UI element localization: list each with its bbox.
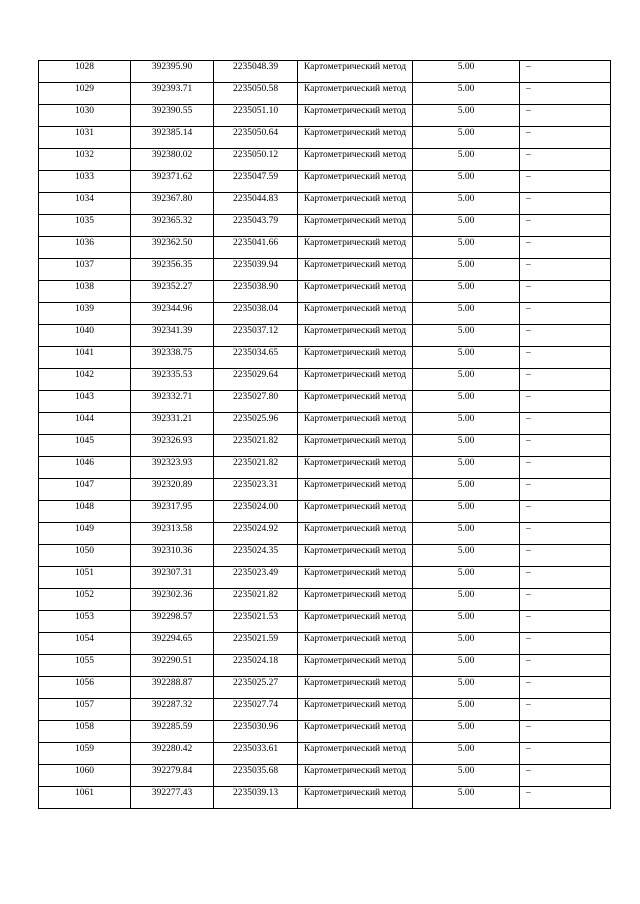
method-cell: Картометрический метод <box>298 435 413 457</box>
description-cell: – <box>520 611 611 633</box>
table-row <box>39 633 611 655</box>
description-cell: – <box>520 325 611 347</box>
x-coordinate-cell: 392390.55 <box>131 105 214 127</box>
point-number-cell: 1058 <box>39 721 131 743</box>
x-coordinate-cell: 392326.93 <box>131 435 214 457</box>
description-cell: – <box>520 105 611 127</box>
method-cell: Картометрический метод <box>298 61 413 83</box>
accuracy-cell: 5.00 <box>413 699 520 721</box>
x-coordinate-cell: 392344.96 <box>131 303 214 325</box>
y-coordinate-cell: 2235023.31 <box>214 479 298 501</box>
accuracy-cell: 5.00 <box>413 171 520 193</box>
table-row <box>39 479 611 501</box>
point-number-cell: 1045 <box>39 435 131 457</box>
table-row <box>39 567 611 589</box>
point-number-cell: 1046 <box>39 457 131 479</box>
method-cell: Картометрический метод <box>298 369 413 391</box>
y-coordinate-cell: 2235038.90 <box>214 281 298 303</box>
description-cell: – <box>520 127 611 149</box>
x-coordinate-cell: 392317.95 <box>131 501 214 523</box>
accuracy-cell: 5.00 <box>413 105 520 127</box>
x-coordinate-cell: 392288.87 <box>131 677 214 699</box>
table-row <box>39 127 611 149</box>
point-number-cell: 1034 <box>39 193 131 215</box>
description-cell: – <box>520 215 611 237</box>
y-coordinate-cell: 2235051.10 <box>214 105 298 127</box>
description-cell: – <box>520 259 611 281</box>
table-row <box>39 347 611 369</box>
point-number-cell: 1043 <box>39 391 131 413</box>
accuracy-cell: 5.00 <box>413 127 520 149</box>
accuracy-cell: 5.00 <box>413 83 520 105</box>
description-cell: – <box>520 523 611 545</box>
accuracy-cell: 5.00 <box>413 567 520 589</box>
y-coordinate-cell: 2235050.64 <box>214 127 298 149</box>
method-cell: Картометрический метод <box>298 391 413 413</box>
point-number-cell: 1055 <box>39 655 131 677</box>
table-row <box>39 83 611 105</box>
point-number-cell: 1041 <box>39 347 131 369</box>
x-coordinate-cell: 392331.21 <box>131 413 214 435</box>
x-coordinate-cell: 392352.27 <box>131 281 214 303</box>
method-cell: Картометрический метод <box>298 655 413 677</box>
method-cell: Картометрический метод <box>298 545 413 567</box>
y-coordinate-cell: 2235050.58 <box>214 83 298 105</box>
x-coordinate-cell: 392313.58 <box>131 523 214 545</box>
method-cell: Картометрический метод <box>298 699 413 721</box>
x-coordinate-cell: 392287.32 <box>131 699 214 721</box>
y-coordinate-cell: 2235024.35 <box>214 545 298 567</box>
point-number-cell: 1030 <box>39 105 131 127</box>
y-coordinate-cell: 2235024.18 <box>214 655 298 677</box>
x-coordinate-cell: 392356.35 <box>131 259 214 281</box>
method-cell: Картометрический метод <box>298 611 413 633</box>
method-cell: Картометрический метод <box>298 479 413 501</box>
y-coordinate-cell: 2235021.59 <box>214 633 298 655</box>
table-row <box>39 765 611 787</box>
y-coordinate-cell: 2235021.53 <box>214 611 298 633</box>
point-number-cell: 1047 <box>39 479 131 501</box>
y-coordinate-cell: 2235021.82 <box>214 589 298 611</box>
table-row <box>39 699 611 721</box>
accuracy-cell: 5.00 <box>413 435 520 457</box>
accuracy-cell: 5.00 <box>413 655 520 677</box>
description-cell: – <box>520 743 611 765</box>
point-number-cell: 1053 <box>39 611 131 633</box>
point-number-cell: 1059 <box>39 743 131 765</box>
method-cell: Картометрический метод <box>298 105 413 127</box>
method-cell: Картометрический метод <box>298 215 413 237</box>
method-cell: Картометрический метод <box>298 677 413 699</box>
y-coordinate-cell: 2235033.61 <box>214 743 298 765</box>
y-coordinate-cell: 2235027.80 <box>214 391 298 413</box>
accuracy-cell: 5.00 <box>413 61 520 83</box>
accuracy-cell: 5.00 <box>413 523 520 545</box>
description-cell: – <box>520 391 611 413</box>
y-coordinate-cell: 2235038.04 <box>214 303 298 325</box>
point-number-cell: 1035 <box>39 215 131 237</box>
x-coordinate-cell: 392393.71 <box>131 83 214 105</box>
method-cell: Картометрический метод <box>298 413 413 435</box>
x-coordinate-cell: 392380.02 <box>131 149 214 171</box>
table-row <box>39 215 611 237</box>
y-coordinate-cell: 2235024.92 <box>214 523 298 545</box>
x-coordinate-cell: 392280.42 <box>131 743 214 765</box>
point-number-cell: 1031 <box>39 127 131 149</box>
description-cell: – <box>520 655 611 677</box>
x-coordinate-cell: 392323.93 <box>131 457 214 479</box>
table-row <box>39 523 611 545</box>
method-cell: Картометрический метод <box>298 567 413 589</box>
description-cell: – <box>520 413 611 435</box>
point-number-cell: 1044 <box>39 413 131 435</box>
description-cell: – <box>520 369 611 391</box>
accuracy-cell: 5.00 <box>413 391 520 413</box>
accuracy-cell: 5.00 <box>413 259 520 281</box>
table-row <box>39 61 611 83</box>
accuracy-cell: 5.00 <box>413 501 520 523</box>
table-row <box>39 171 611 193</box>
method-cell: Картометрический метод <box>298 259 413 281</box>
accuracy-cell: 5.00 <box>413 677 520 699</box>
point-number-cell: 1051 <box>39 567 131 589</box>
method-cell: Картометрический метод <box>298 171 413 193</box>
description-cell: – <box>520 699 611 721</box>
accuracy-cell: 5.00 <box>413 743 520 765</box>
x-coordinate-cell: 392341.39 <box>131 325 214 347</box>
method-cell: Картометрический метод <box>298 237 413 259</box>
point-number-cell: 1052 <box>39 589 131 611</box>
accuracy-cell: 5.00 <box>413 303 520 325</box>
y-coordinate-cell: 2235039.94 <box>214 259 298 281</box>
y-coordinate-cell: 2235043.79 <box>214 215 298 237</box>
method-cell: Картометрический метод <box>298 457 413 479</box>
point-number-cell: 1042 <box>39 369 131 391</box>
point-number-cell: 1029 <box>39 83 131 105</box>
table-row <box>39 787 611 809</box>
x-coordinate-cell: 392298.57 <box>131 611 214 633</box>
description-cell: – <box>520 457 611 479</box>
table-row <box>39 501 611 523</box>
point-number-cell: 1049 <box>39 523 131 545</box>
table-row <box>39 721 611 743</box>
description-cell: – <box>520 677 611 699</box>
y-coordinate-cell: 2235021.82 <box>214 457 298 479</box>
y-coordinate-cell: 2235050.12 <box>214 149 298 171</box>
x-coordinate-cell: 392371.62 <box>131 171 214 193</box>
table-row <box>39 611 611 633</box>
y-coordinate-cell: 2235029.64 <box>214 369 298 391</box>
accuracy-cell: 5.00 <box>413 479 520 501</box>
y-coordinate-cell: 2235039.13 <box>214 787 298 809</box>
y-coordinate-cell: 2235021.82 <box>214 435 298 457</box>
description-cell: – <box>520 501 611 523</box>
x-coordinate-cell: 392302.36 <box>131 589 214 611</box>
y-coordinate-cell: 2235048.39 <box>214 61 298 83</box>
table-row <box>39 259 611 281</box>
table-row <box>39 149 611 171</box>
description-cell: – <box>520 787 611 809</box>
x-coordinate-cell: 392395.90 <box>131 61 214 83</box>
y-coordinate-cell: 2235047.59 <box>214 171 298 193</box>
point-number-cell: 1050 <box>39 545 131 567</box>
method-cell: Картометрический метод <box>298 347 413 369</box>
point-number-cell: 1028 <box>39 61 131 83</box>
method-cell: Картометрический метод <box>298 149 413 171</box>
description-cell: – <box>520 435 611 457</box>
table-row <box>39 545 611 567</box>
accuracy-cell: 5.00 <box>413 413 520 435</box>
point-number-cell: 1038 <box>39 281 131 303</box>
point-number-cell: 1032 <box>39 149 131 171</box>
accuracy-cell: 5.00 <box>413 545 520 567</box>
accuracy-cell: 5.00 <box>413 325 520 347</box>
x-coordinate-cell: 392338.75 <box>131 347 214 369</box>
description-cell: – <box>520 765 611 787</box>
description-cell: – <box>520 633 611 655</box>
x-coordinate-cell: 392310.36 <box>131 545 214 567</box>
x-coordinate-cell: 392362.50 <box>131 237 214 259</box>
accuracy-cell: 5.00 <box>413 765 520 787</box>
x-coordinate-cell: 392277.43 <box>131 787 214 809</box>
table-row <box>39 677 611 699</box>
point-number-cell: 1060 <box>39 765 131 787</box>
method-cell: Картометрический метод <box>298 127 413 149</box>
accuracy-cell: 5.00 <box>413 369 520 391</box>
accuracy-cell: 5.00 <box>413 589 520 611</box>
accuracy-cell: 5.00 <box>413 281 520 303</box>
method-cell: Картометрический метод <box>298 325 413 347</box>
table-row <box>39 193 611 215</box>
point-number-cell: 1033 <box>39 171 131 193</box>
accuracy-cell: 5.00 <box>413 193 520 215</box>
description-cell: – <box>520 589 611 611</box>
description-cell: – <box>520 347 611 369</box>
description-cell: – <box>520 281 611 303</box>
point-number-cell: 1048 <box>39 501 131 523</box>
table-row <box>39 655 611 677</box>
table-row <box>39 281 611 303</box>
point-number-cell: 1056 <box>39 677 131 699</box>
y-coordinate-cell: 2235044.83 <box>214 193 298 215</box>
accuracy-cell: 5.00 <box>413 457 520 479</box>
x-coordinate-cell: 392294.65 <box>131 633 214 655</box>
x-coordinate-cell: 392365.32 <box>131 215 214 237</box>
description-cell: – <box>520 193 611 215</box>
table-row <box>39 237 611 259</box>
x-coordinate-cell: 392332.71 <box>131 391 214 413</box>
accuracy-cell: 5.00 <box>413 149 520 171</box>
method-cell: Картометрический метод <box>298 303 413 325</box>
table-row <box>39 391 611 413</box>
x-coordinate-cell: 392367.80 <box>131 193 214 215</box>
accuracy-cell: 5.00 <box>413 611 520 633</box>
x-coordinate-cell: 392385.14 <box>131 127 214 149</box>
method-cell: Картометрический метод <box>298 765 413 787</box>
method-cell: Картометрический метод <box>298 787 413 809</box>
accuracy-cell: 5.00 <box>413 787 520 809</box>
method-cell: Картометрический метод <box>298 501 413 523</box>
x-coordinate-cell: 392290.51 <box>131 655 214 677</box>
y-coordinate-cell: 2235025.96 <box>214 413 298 435</box>
y-coordinate-cell: 2235035.68 <box>214 765 298 787</box>
point-number-cell: 1036 <box>39 237 131 259</box>
accuracy-cell: 5.00 <box>413 347 520 369</box>
description-cell: – <box>520 567 611 589</box>
accuracy-cell: 5.00 <box>413 215 520 237</box>
point-number-cell: 1054 <box>39 633 131 655</box>
table-row <box>39 413 611 435</box>
table-row <box>39 369 611 391</box>
x-coordinate-cell: 392320.89 <box>131 479 214 501</box>
x-coordinate-cell: 392279.84 <box>131 765 214 787</box>
point-number-cell: 1039 <box>39 303 131 325</box>
y-coordinate-cell: 2235024.00 <box>214 501 298 523</box>
table-row <box>39 303 611 325</box>
point-number-cell: 1040 <box>39 325 131 347</box>
table-row <box>39 435 611 457</box>
table-row <box>39 325 611 347</box>
description-cell: – <box>520 479 611 501</box>
table-row <box>39 457 611 479</box>
description-cell: – <box>520 303 611 325</box>
accuracy-cell: 5.00 <box>413 633 520 655</box>
method-cell: Картометрический метод <box>298 633 413 655</box>
description-cell: – <box>520 83 611 105</box>
method-cell: Картометрический метод <box>298 281 413 303</box>
method-cell: Картометрический метод <box>298 721 413 743</box>
method-cell: Картометрический метод <box>298 83 413 105</box>
description-cell: – <box>520 721 611 743</box>
description-cell: – <box>520 149 611 171</box>
x-coordinate-cell: 392307.31 <box>131 567 214 589</box>
method-cell: Картометрический метод <box>298 743 413 765</box>
description-cell: – <box>520 545 611 567</box>
y-coordinate-cell: 2235041.66 <box>214 237 298 259</box>
coordinates-table-body <box>39 61 611 809</box>
point-number-cell: 1061 <box>39 787 131 809</box>
method-cell: Картометрический метод <box>298 589 413 611</box>
point-number-cell: 1057 <box>39 699 131 721</box>
table-row <box>39 743 611 765</box>
description-cell: – <box>520 237 611 259</box>
method-cell: Картометрический метод <box>298 193 413 215</box>
y-coordinate-cell: 2235037.12 <box>214 325 298 347</box>
y-coordinate-cell: 2235023.49 <box>214 567 298 589</box>
accuracy-cell: 5.00 <box>413 721 520 743</box>
point-number-cell: 1037 <box>39 259 131 281</box>
y-coordinate-cell: 2235027.74 <box>214 699 298 721</box>
accuracy-cell: 5.00 <box>413 237 520 259</box>
y-coordinate-cell: 2235025.27 <box>214 677 298 699</box>
y-coordinate-cell: 2235030.96 <box>214 721 298 743</box>
description-cell: – <box>520 171 611 193</box>
method-cell: Картометрический метод <box>298 523 413 545</box>
table-row <box>39 589 611 611</box>
x-coordinate-cell: 392285.59 <box>131 721 214 743</box>
table-row <box>39 105 611 127</box>
coordinates-table <box>38 60 611 809</box>
description-cell: – <box>520 61 611 83</box>
y-coordinate-cell: 2235034.65 <box>214 347 298 369</box>
x-coordinate-cell: 392335.53 <box>131 369 214 391</box>
